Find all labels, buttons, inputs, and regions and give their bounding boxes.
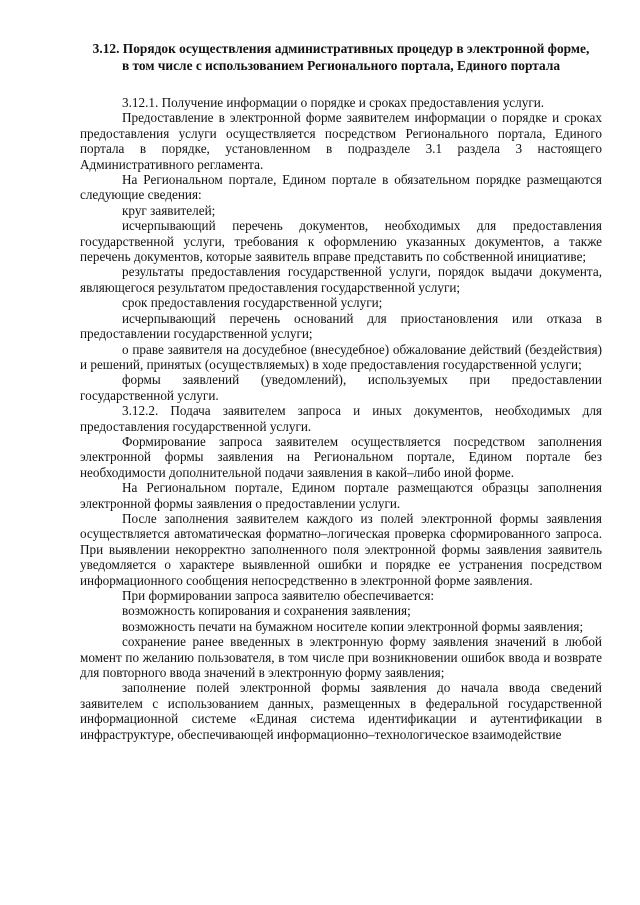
list-item-grounds: исчерпывающий перечень оснований для приостановления или отказа в предоставлении государственной услуги;	[80, 310, 602, 342]
list-item-appeal: о праве заявителя на досудебное (внесудебное) обжалование действий (бездействия) и решений, принятых (осуществляемых) в ходе предоставления государственной услуги;	[80, 341, 602, 372]
list-item-copy-save: возможность копирования и сохранения заявления;	[122, 603, 411, 619]
paragraph-request-forming: Формирование запроса заявителем осуществляется посредством заполнения электронной формы заявления на Региональном портале, Едином портале без необходимости дополнительной подачи заявления в какой–либо иной форме.	[80, 433, 602, 480]
paragraph-3-12-1-title: 3.12.1. Получение информации о порядке и сроках предоставления услуги.	[122, 95, 545, 110]
section-heading-line-1: 3.12. Порядок осуществления административных процедур в электронной форме,	[92, 41, 590, 56]
paragraph-info-provision: Предоставление в электронной форме заявителем информации о порядке и сроках предоставления услуги осуществляется посредством Регионального портала, Единого портала в порядке, установленном в подразделе 3.1 раздела 3 настоящего Административного регламента.	[80, 110, 602, 172]
list-item-results: результаты предоставления государственной услуги, порядок выдачи документа, являющегося результатом предоставления государственной услуги;	[80, 264, 602, 295]
list-item-forms: формы заявлений (уведомлений), используемых при предоставлении государственной услуги.	[80, 372, 602, 403]
document-page	[80, 40, 602, 742]
list-item-term: срок предоставления государственной услуги;	[122, 295, 383, 311]
list-item-documents: исчерпывающий перечень документов, необходимых для предоставления государственной услуги, требования к оформлению указанных документов, а также перечень документов, которые заявитель вправе представить по собственной инициативе;	[80, 218, 602, 265]
section-heading	[80, 40, 602, 74]
paragraph-validation: После заполнения заявителем каждого из полей электронной формы заявления осуществляется автоматическая форматно–логическая проверка сформированного запроса. При выявлении некорректно заполненного поля электронной формы заявления заявитель уведомляется о характере выявленной ошибки и порядке ее устранения посредством информационного сообщения непосредственно в электронной форме заявления.	[80, 510, 602, 588]
paragraph-3-12-2-title: 3.12.2. Подача заявителем запроса и иных документов, необходимых для предоставления государственной услуги.	[80, 403, 602, 434]
list-item-print: возможность печати на бумажном носителе копии электронной формы заявления;	[122, 618, 584, 634]
paragraph-portal-info-intro: На Региональном портале, Едином портале в обязательном порядке размещаются следующие сведения:	[80, 172, 602, 203]
paragraph-samples: На Региональном портале, Едином портале размещаются образцы заполнения электронной формы заявления о предоставлении услуги.	[80, 480, 602, 511]
paragraph-provided-intro: При формировании запроса заявителю обеспечивается:	[122, 588, 435, 603]
document-body	[80, 95, 602, 742]
list-item-applicants: круг заявителей;	[122, 202, 216, 218]
list-item-prefill: заполнение полей электронной формы заявления до начала ввода сведений заявителем с использованием данных, размещенных в федеральной государственной информационной системе «Единая система идентификации и аутентификации в инфраструктуре, обеспечивающей информационно–технологическое взаимодействие	[80, 680, 602, 742]
list-item-keep-values: сохранение ранее введенных в электронную форму заявления значений в любой момент по желанию пользователя, в том числе при возникновении ошибок ввода и возврате для повторного ввода значений в электронную форму заявления;	[80, 634, 602, 681]
section-heading-line-2: в том числе с использованием Регионального портала, Единого портала	[121, 58, 561, 73]
